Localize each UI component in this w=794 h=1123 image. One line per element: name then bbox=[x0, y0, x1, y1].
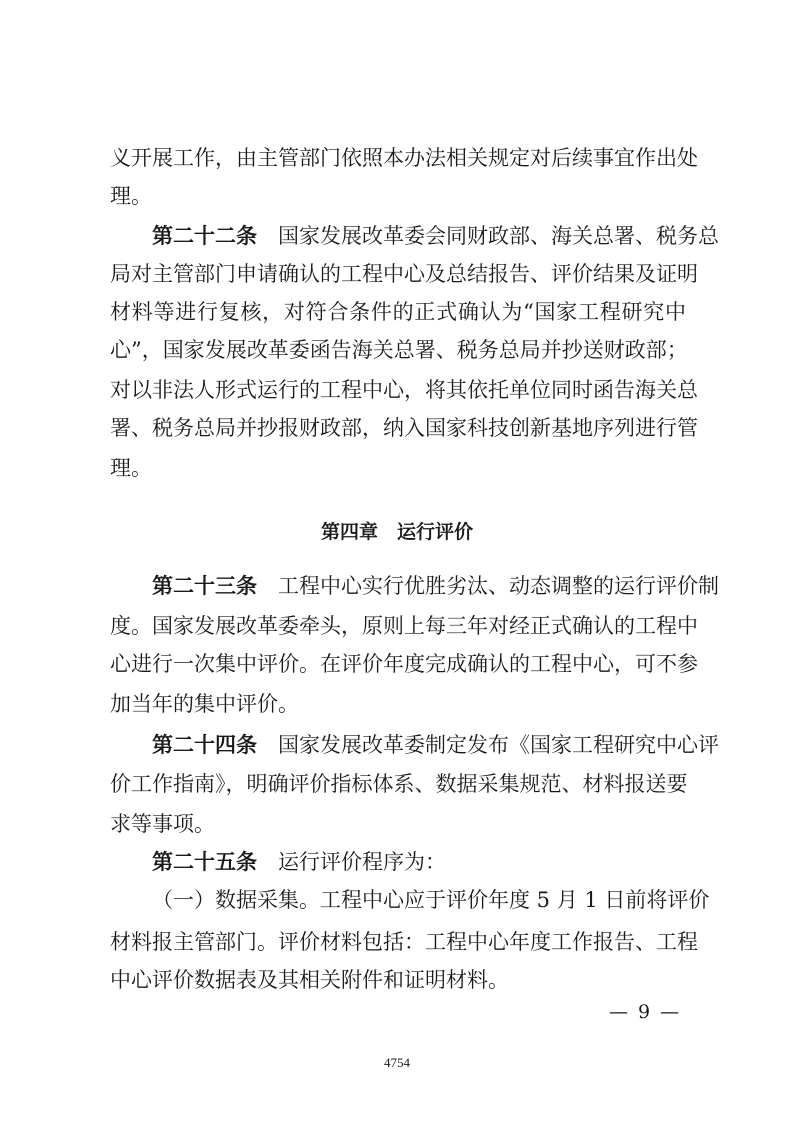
text-line: 对以非法人形式运行的工程中心，将其依托单位同时函告海关总 bbox=[110, 378, 698, 402]
article-25-text: 运行评价程序为： bbox=[278, 850, 446, 874]
text-line: 求等事项。 bbox=[110, 812, 215, 836]
article-22-line bbox=[152, 224, 719, 248]
text-line: 心进行一次集中评价。在评价年度完成确认的工程中心，可不参 bbox=[110, 652, 698, 676]
item-1-line: （一）数据采集。工程中心应于评价年度 5 月 1 日前将评价 bbox=[152, 888, 710, 912]
text-line: 署、税务总局并抄报财政部，纳入国家科技创新基地序列进行管 bbox=[110, 416, 698, 440]
text-line: 度。国家发展改革委牵头，原则上每三年对经正式确认的工程中 bbox=[110, 614, 698, 638]
article-25-label: 第二十五条 bbox=[152, 850, 257, 874]
text-line: 材料报主管部门。评价材料包括：工程中心年度工作报告、工程 bbox=[110, 930, 698, 954]
article-24-text: 国家发展改革委制定发布《国家工程研究中心评 bbox=[278, 733, 719, 757]
text-line: 价工作指南》，明确评价指标体系、数据采集规范、材料报送要 bbox=[110, 772, 688, 796]
article-22-label: 第二十二条 bbox=[152, 224, 257, 248]
text-line: 材料等进行复核，对符合条件的正式确认为“国家工程研究中 bbox=[110, 300, 686, 324]
text-line: 加当年的集中评价。 bbox=[110, 692, 299, 716]
text-line: 中心评价数据表及其相关附件和证明材料。 bbox=[110, 968, 509, 992]
page-number: — 9 — bbox=[609, 1001, 682, 1023]
chapter-heading: 第四章 运行评价 bbox=[320, 521, 473, 543]
article-24-label: 第二十四条 bbox=[152, 733, 257, 757]
text-line: 心”，国家发展改革委函告海关总署、税务总局并抄送财政部； bbox=[110, 338, 688, 362]
text-line: 理。 bbox=[110, 184, 152, 208]
article-23-line bbox=[152, 574, 719, 598]
text-line: 义开展工作，由主管部门依照本办法相关规定对后续事宜作出处 bbox=[110, 146, 698, 170]
footer-number: 4754 bbox=[384, 1055, 410, 1070]
text-line: 理。 bbox=[110, 456, 152, 480]
article-23-label: 第二十三条 bbox=[152, 574, 257, 598]
article-24-line bbox=[152, 733, 719, 757]
article-23-text: 工程中心实行优胜劣汰、动态调整的运行评价制 bbox=[278, 574, 719, 598]
text-line: 局对主管部门申请确认的工程中心及总结报告、评价结果及证明 bbox=[110, 262, 698, 286]
article-22-text: 国家发展改革委会同财政部、海关总署、税务总 bbox=[278, 224, 719, 248]
article-25-line bbox=[152, 852, 794, 873]
